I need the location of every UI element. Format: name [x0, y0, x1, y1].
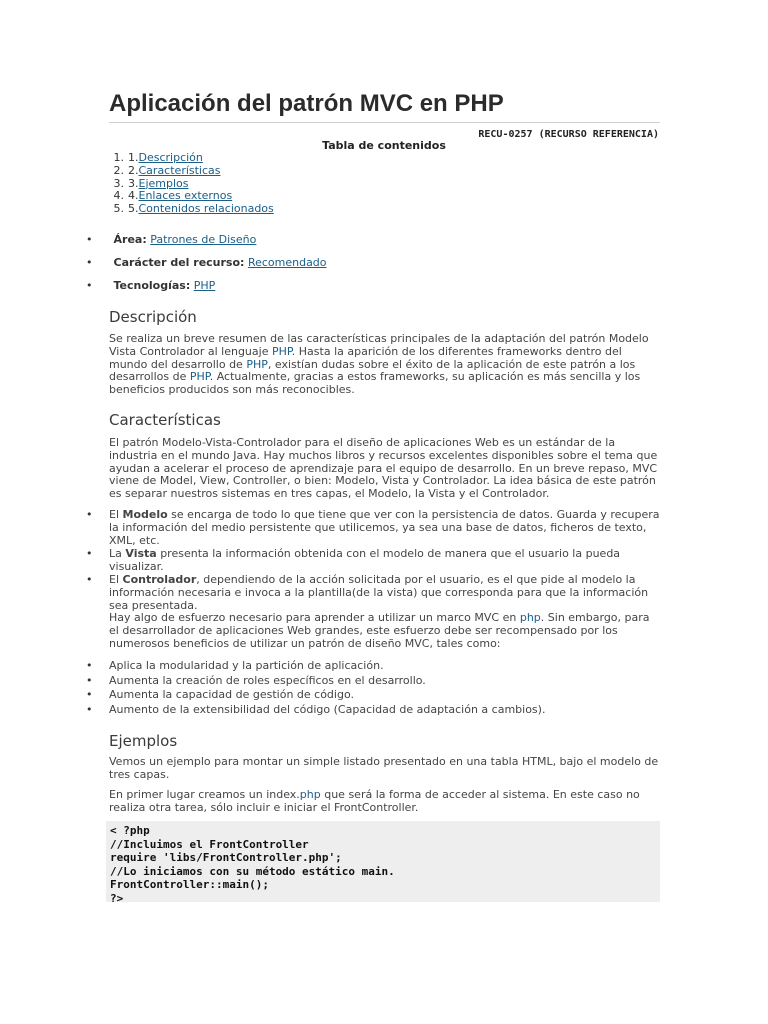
- term-vista: Vista: [125, 547, 157, 560]
- benefit-text: Aplica la modularidad y la partición de aplicación.: [109, 659, 384, 672]
- text-run: El: [109, 508, 123, 521]
- php-link[interactable]: php: [299, 788, 321, 801]
- list-item: [86, 688, 660, 703]
- text-run: . Actualmente, gracias a estos frameworks, su aplicación es más sencilla y los beneficios producidos son más reconocibles.: [109, 370, 641, 397]
- list-item: [86, 674, 660, 689]
- text-run: En primer lugar creamos un index.: [109, 788, 300, 801]
- meta-caracter: [86, 256, 327, 269]
- section-heading-ejemplos: Ejemplos: [109, 732, 178, 750]
- meta-label: Carácter del recurso:: [113, 256, 245, 269]
- list-item: [86, 659, 660, 674]
- toc-item-inner-number: 3.: [128, 176, 139, 190]
- bullet-icon: •: [86, 688, 93, 702]
- php-link[interactable]: php: [519, 611, 541, 625]
- ejemplos-paragraph-2: [109, 789, 660, 815]
- resource-code: RECU-0257 (RECURSO REFERENCIA): [478, 129, 659, 140]
- meta-link-area[interactable]: Patrones de Diseño: [150, 233, 257, 246]
- toc-link-descripcion[interactable]: Descripción: [138, 151, 203, 164]
- php-link[interactable]: PHP: [271, 344, 292, 358]
- php-link[interactable]: PHP: [189, 370, 210, 384]
- meta-label: Tecnologías:: [113, 279, 191, 292]
- term-controlador: Controlador: [122, 573, 197, 586]
- bullet-icon: •: [86, 702, 93, 716]
- toc-item: [96, 165, 274, 178]
- benefit-text: Aumenta la creación de roles específicos en el desarrollo.: [109, 673, 426, 687]
- meta-link-tecnologias[interactable]: PHP: [193, 279, 216, 292]
- php-link[interactable]: PHP: [246, 357, 268, 371]
- meta-label: Área:: [113, 233, 147, 246]
- toc-link-ejemplos[interactable]: Ejemplos: [138, 176, 189, 190]
- section-heading-caracteristicas: Características: [109, 411, 221, 429]
- caracteristicas-intro: El patrón Modelo-Vista-Controlador para el diseño de aplicaciones Web es un estándar de la industria en el mundo Java. Hay muchos libros y recursos excelentes disponibles sobre el tema que ayudan a acelerar el proceso de aprendizaje para el equipo de desarrollo. En un breve repaso, MVC viene de Model, View, Controller, o bien: Modelo, Vista y Controlador. La idea básica de este patrón es separar nuestros sistemas en tres capas, el Modelo, la Vista y el Controlador.: [109, 436, 658, 501]
- meta-area: [86, 233, 256, 246]
- toc-item-number: 5.: [113, 202, 124, 216]
- bullet-icon: •: [86, 659, 93, 672]
- text-run: Se realiza un breve resumen de las características principales de la adaptación del patrón Modelo Vista Controlador al lenguaje: [109, 332, 649, 358]
- text-run: que será la forma de acceder al sistema. En este caso no realiza otra tarea, sólo incluir e iniciar el FrontController.: [109, 788, 640, 814]
- bullet-icon: •: [86, 547, 93, 560]
- text-run: , dependiendo de la acción solicitada por el usuario, es el que pide al modelo la información necesaria e invoca a la plantilla(de la vista) que corresponda para que la información sea presentada.: [109, 573, 649, 612]
- list-item: [86, 703, 660, 718]
- toc-item-inner-number: 1.: [128, 151, 139, 164]
- toc-link-enlaces-externos[interactable]: Enlaces externos: [138, 189, 233, 203]
- toc-item-inner-number: 2.: [128, 163, 139, 177]
- title-divider: [109, 122, 660, 123]
- term-modelo: Modelo: [122, 508, 168, 521]
- text-run: presenta la información obtenida con el modelo de manera que el usuario la pueda visualizar.: [109, 547, 621, 573]
- toc-item: [96, 203, 274, 216]
- text-run: . Sin embargo, para el desarrollador de aplicaciones Web grandes, este esfuerzo debe ser recompensado por los numerosos beneficios de utilizar un patrón de diseño MVC, tales como:: [109, 611, 650, 650]
- bullet-icon: •: [86, 673, 93, 687]
- toc-item-number: 2.: [113, 163, 124, 177]
- list-item: [86, 509, 660, 548]
- meta-tecnologias: [86, 279, 215, 292]
- page-title: Aplicación del patrón MVC en PHP: [109, 90, 504, 117]
- benefit-text: Aumento de la extensibilidad del código (Capacidad de adaptación a cambios).: [109, 702, 546, 716]
- toc-item-number: 4.: [113, 189, 124, 203]
- toc-title: Tabla de contenidos: [322, 139, 446, 152]
- code-block: < ?php //Incluimos el FrontController require 'libs/FrontController.php'; //Lo iniciamos con su método estático main. FrontController::main(); ?>: [106, 821, 660, 902]
- bullet-icon: •: [86, 279, 93, 292]
- list-item: [86, 548, 660, 574]
- table-of-contents: [96, 152, 274, 216]
- text-run: La: [109, 547, 126, 560]
- section-heading-descripcion: Descripción: [109, 308, 197, 326]
- toc-link-caracteristicas[interactable]: Características: [138, 163, 221, 177]
- bullet-icon: •: [86, 256, 93, 269]
- bullet-icon: •: [86, 508, 93, 521]
- toc-item-number: 3.: [113, 176, 124, 190]
- benefits-list: [86, 659, 660, 717]
- toc-item-number: 1.: [113, 151, 124, 164]
- text-run: . Hasta la aparición de los diferentes frameworks dentro del mundo del desarrollo de: [109, 344, 622, 371]
- bullet-icon: •: [86, 233, 93, 246]
- list-item: [86, 574, 660, 651]
- text-run: se encarga de todo lo que tiene que ver con la persistencia de datos. Guarda y recupera la información del medio persistente que utilicemos, ya sea una base de datos, ficheros de texto, XML, etc.: [109, 508, 660, 547]
- meta-link-caracter[interactable]: Recomendado: [247, 256, 327, 269]
- toc-item-inner-number: 4.: [128, 189, 139, 203]
- toc-link-contenidos-relacionados[interactable]: Contenidos relacionados: [138, 202, 274, 216]
- text-run: , existían dudas sobre el éxito de la aplicación de este patrón a los desarrollos de: [109, 357, 636, 384]
- toc-item-inner-number: 5.: [128, 202, 139, 216]
- ejemplos-paragraph-1: Vemos un ejemplo para montar un simple listado presentado en una tabla HTML, bajo el modelo de tres capas.: [109, 755, 659, 781]
- benefit-text: Aumenta la capacidad de gestión de código.: [109, 688, 354, 702]
- descripcion-paragraph: [109, 333, 660, 397]
- text-run: Hay algo de esfuerzo necesario para aprender a utilizar un marco MVC en: [109, 611, 520, 625]
- text-run: El: [109, 573, 123, 586]
- toc-item: [96, 152, 274, 165]
- mvc-components-list: [86, 509, 660, 651]
- bullet-icon: •: [86, 573, 93, 586]
